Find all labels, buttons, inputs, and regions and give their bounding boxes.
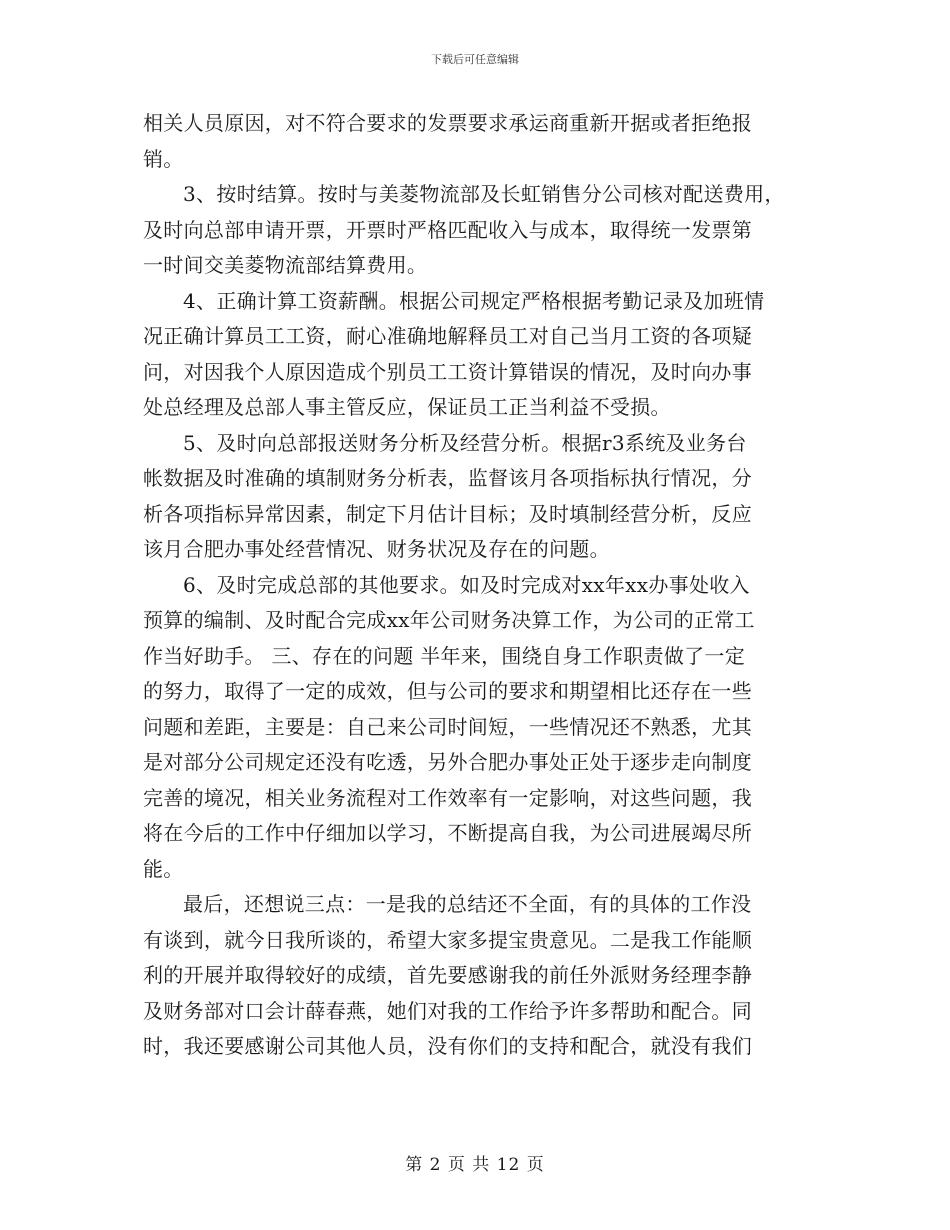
text-line: 完善的境况，相关业务流程对工作效率有一定影响，对这些问题，我 xyxy=(143,785,752,810)
text-line: 作当好助手。 三、存在的问题 半年来，围绕自身工作职责做了一定 xyxy=(143,643,746,668)
page-header: 下载后可任意编辑 xyxy=(431,53,519,66)
paragraph-start-line: 最后，还想说三点：一是我的总结还不全面，有的具体的工作没 xyxy=(183,892,752,916)
page-number-footer: 第 2 页 共 12 页 xyxy=(405,1155,545,1175)
text-line: 该月合肥办事处经营情况、财务状况及存在的问题。 xyxy=(143,537,610,561)
paragraph-start-line: 5、及时向总部报送财务分析及经营分析。根据r3系统及业务台 xyxy=(183,430,747,455)
paragraph-start-line: 4、正确计算工资薪酬。根据公司规定严格根据考勤记录及加班情 xyxy=(183,288,765,313)
text-line: 问，对因我个人原因造成个别员工工资计算错误的情况，及时向办事 xyxy=(143,359,752,384)
text-line: 将在今后的工作中仔细加以学习，不断提高自我，为公司进展竭尽所 xyxy=(143,821,752,845)
text-line: 时，我还要感谢公司其他人员，没有你们的支持和配合，就没有我们 xyxy=(143,1034,752,1058)
text-line: 预算的编制、及时配合完成xx年公司财务决算工作，为公司的正常工 xyxy=(143,608,755,632)
text-line: 利的开展并取得较好的成绩，首先要感谢我的前任外派财务经理李静 xyxy=(143,963,752,987)
text-line: 是对部分公司规定还没有吃透，另外合肥办事处正处于逐步走向制度 xyxy=(143,750,752,774)
text-line: 帐数据及时准确的填制财务分析表，监督该月各项指标执行情况，分 xyxy=(143,466,752,490)
text-line: 析各项指标异常因素，制定下月估计目标；及时填制经营分析，反应 xyxy=(143,501,752,526)
text-line: 一时间交美菱物流部结算费用。 xyxy=(143,253,428,277)
text-line: 有谈到，就今日我所谈的，希望大家多提宝贵意见。二是我工作能顺 xyxy=(143,927,752,952)
text-line: 相关人员原因，对不符合要求的发票要求承运商重新开据或者拒绝报 xyxy=(143,111,752,135)
text-line: 问题和差距，主要是：自己来公司时间短，一些情况还不熟悉，尤其 xyxy=(143,714,752,739)
paragraph-start-line: 6、及时完成总部的其他要求。如及时完成对xx年xx办事处收入 xyxy=(183,572,750,597)
text-line: 能。 xyxy=(143,856,184,881)
paragraph-start-line: 3、按时结算。按时与美菱物流部及长虹销售分公司核对配送费用， xyxy=(183,182,785,206)
text-line: 及财务部对口会计薛春燕，她们对我的工作给予许多帮助和配合。同 xyxy=(143,998,752,1023)
text-line: 销。 xyxy=(143,146,184,171)
text-line: 处总经理及总部人事主管反应，保证员工正当利益不受损。 xyxy=(143,395,671,419)
text-line: 况正确计算员工工资，耐心准确地解释员工对自己当月工资的各项疑 xyxy=(143,324,752,348)
text-line: 及时向总部申请开票，开票时严格匹配收入与成本，取得统一发票第 xyxy=(143,217,752,242)
document-body xyxy=(143,106,808,1065)
text-line: 的努力，取得了一定的成效，但与公司的要求和期望相比还存在一些 xyxy=(143,679,752,703)
